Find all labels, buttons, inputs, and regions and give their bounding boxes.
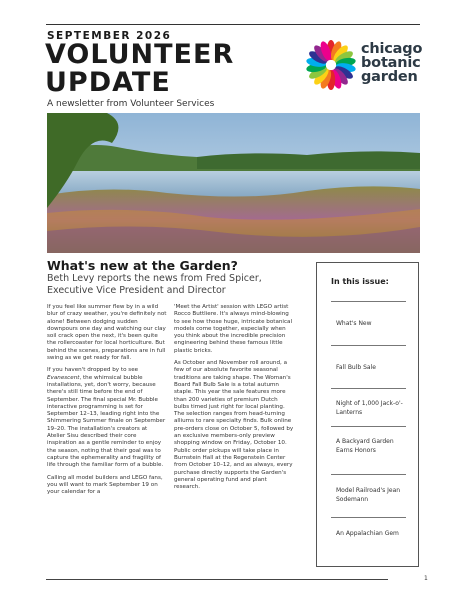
chicago-botanic-garden-logo	[305, 39, 425, 91]
in-this-issue-heading: In this issue:	[331, 277, 389, 286]
paragraph: 'Meet the Artist' session with LEGO artist Rocco Buttliere. It's always mind-blowing to see how those huge, intricate botanical models come together, especially when you think about the incredible precision engineering behind these famous little plastic bricks.	[174, 304, 293, 354]
issue-date: SEPTEMBER 2026	[47, 30, 172, 42]
sidebar-divider	[331, 345, 406, 346]
paragraph	[47, 367, 167, 469]
logo-text-line3: garden	[361, 69, 418, 85]
sidebar-item-whats-new[interactable]: What's New	[336, 320, 372, 327]
text-run: , the whimsical bubble installations, yet, don't worry, because there's still time before the end of September. The final special Mr. Bubble interactive programming is set for September 12–13, leading right into the Shimmering Summer finale on September 19–20. The installation's creators at Atelier Sisu described their core inspiration as a gentle reminder to enjoy the season, noting that their goal was to capture the ephemerality and fragility of life through the familiar form of a bubble.	[47, 374, 166, 469]
sidebar-divider	[331, 474, 406, 475]
sidebar-item-jack-o-lanterns[interactable]: Night of 1,000 Jack-o'-Lanterns	[336, 400, 403, 416]
logo-text-line2: botanic	[361, 55, 421, 71]
article-byline: Beth Levy reports the news from Fred Spicer, Executive Vice President and Director	[47, 273, 262, 296]
article-column-1	[47, 304, 167, 501]
newsletter-title: VOLUNTEER UPDATE	[45, 39, 235, 98]
in-this-issue-box	[316, 262, 419, 567]
article-column-2	[174, 304, 294, 496]
footer-rule	[46, 579, 388, 580]
flower-logo-icon	[305, 39, 357, 91]
installation-name: Evanescent	[47, 374, 80, 381]
page-number: 1	[424, 575, 428, 582]
top-rule	[46, 24, 420, 25]
paragraph: Calling all model builders and LEGO fans, you will want to mark September 19 on your calendar for a	[47, 474, 163, 496]
sidebar-divider	[331, 426, 406, 427]
newsletter-subtitle: A newsletter from Volunteer Services	[47, 99, 215, 109]
sidebar-item-model-railroad[interactable]: Model Railroad's Jean Sodemann	[336, 487, 401, 503]
logo-text-line1: chicago	[361, 41, 423, 57]
sidebar-item-appalachian-gem[interactable]: An Appalachian Gem	[336, 530, 399, 537]
paragraph: If you feel like summer flew by in a wild blur of crazy weather, you're definitely not alone! Between dodging sudden downpours one day and watching our clay soil crack open the next, it's been quite the rollercoaster for local horticulture. But behind the scenes, preparations are in full swing as we get ready for fall.	[47, 304, 167, 362]
text-run: If you haven't dropped by to see	[47, 367, 139, 374]
sidebar-item-backyard-garden[interactable]: A Backyard Garden Earns Honors	[336, 438, 394, 454]
sidebar-divider	[331, 517, 406, 518]
article-heading: What's new at the Garden?	[47, 258, 238, 273]
sidebar-item-fall-bulb-sale[interactable]: Fall Bulb Sale	[336, 364, 376, 371]
sidebar-divider	[331, 388, 406, 389]
sidebar-divider	[331, 301, 406, 302]
garden-lake-photo	[47, 113, 420, 253]
paragraph: As October and November roll around, a few of our absolute favorite seasonal traditions are taking shape. The Woman's Board Fall Bulb Sale is a total autumn staple. This year the sale features more than 200 varieties of premium Dutch bulbs timed just right for local planting. The selection ranges from head-turning alliums to rare specialty finds. Bulk online pre-orders close on October 5, followed by an exclusive members-only preview shopping window on Friday, October 10. Public order pickups will take place in Burnstein Hall at the Regenstein Center from October 10–12, and as always, every purchase directly supports the Garden's general operating fund and plant research.	[174, 360, 294, 491]
